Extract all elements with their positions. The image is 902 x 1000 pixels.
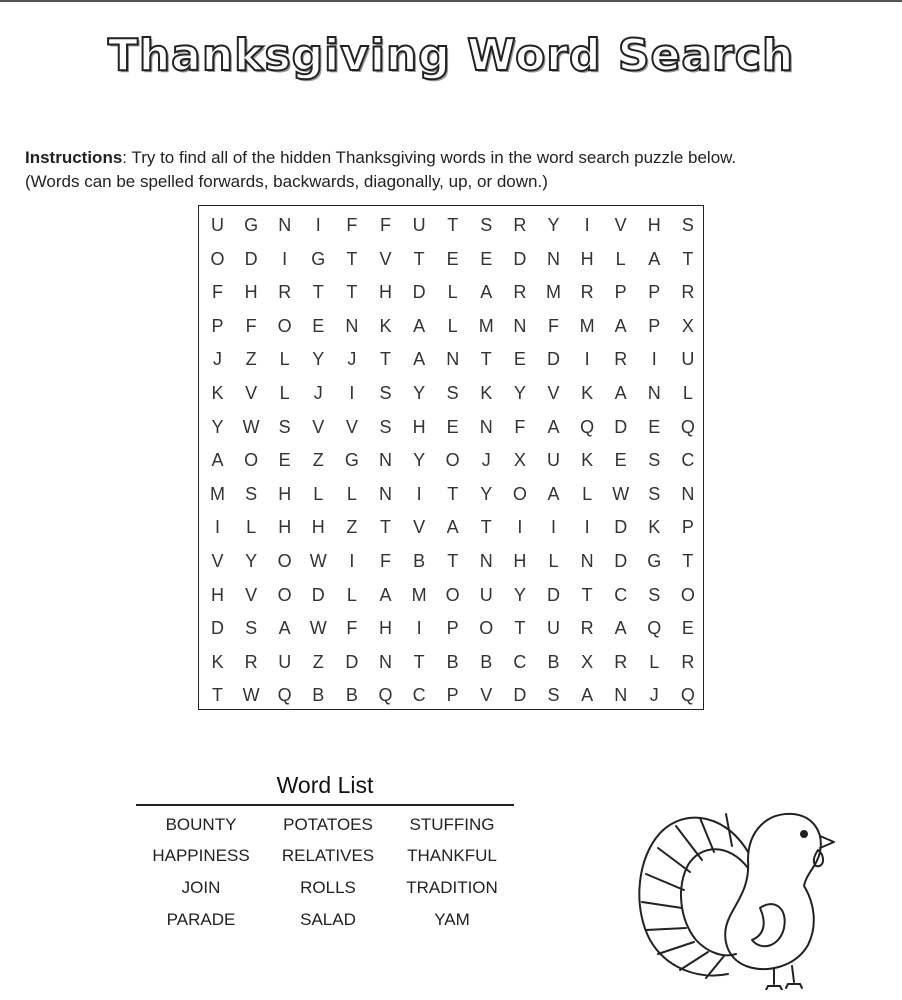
grid-letter: L: [279, 383, 290, 403]
grid-letter: D: [547, 584, 560, 605]
grid-letter: I: [584, 349, 590, 370]
grid-letter: L: [548, 551, 559, 571]
grid-letter: V: [379, 248, 392, 269]
word-list-item: SALAD: [300, 910, 356, 929]
grid-letter: D: [244, 248, 258, 269]
grid-letter: S: [446, 383, 459, 403]
grid-letter: Z: [312, 450, 324, 471]
grid-letter: N: [446, 349, 460, 370]
grid-letter: S: [245, 483, 258, 504]
grid-letter: H: [647, 215, 661, 235]
grid-letter: Y: [547, 215, 560, 235]
grid-letter: D: [412, 282, 426, 303]
grid-letter: J: [649, 685, 659, 706]
grid-letter: J: [313, 383, 323, 403]
grid-letter: Y: [513, 584, 526, 605]
grid-letter: I: [584, 215, 590, 235]
grid-letter: B: [480, 651, 493, 672]
grid-letter: Y: [413, 383, 426, 403]
grid-letter: T: [346, 248, 358, 269]
grid-letter: O: [210, 248, 225, 269]
grid-letter: O: [445, 584, 460, 605]
grid-letter: L: [615, 248, 626, 269]
grid-letter: S: [681, 215, 694, 235]
grid-letter: P: [648, 282, 661, 303]
page-title: Thanksgiving Word Search: [107, 30, 795, 81]
grid-letter: F: [346, 215, 358, 235]
grid-letter: Q: [580, 416, 595, 437]
grid-letter: D: [513, 685, 527, 706]
grid-letter: A: [614, 383, 627, 403]
grid-letter: T: [514, 618, 526, 639]
grid-letter: R: [681, 651, 695, 672]
grid-letter: S: [648, 584, 661, 605]
grid-letter: M: [579, 315, 595, 336]
word-list-item: TRADITION: [406, 878, 498, 897]
grid-letter: J: [347, 349, 357, 370]
grid-letter: T: [682, 551, 694, 571]
grid-letter: D: [311, 584, 325, 605]
grid-letter: G: [311, 248, 326, 269]
grid-letter: G: [344, 450, 359, 471]
grid-letter: P: [614, 282, 627, 303]
grid-letter: W: [242, 416, 260, 437]
grid-letter: H: [311, 517, 325, 538]
grid-letter: F: [548, 315, 559, 336]
grid-letter: P: [211, 315, 224, 336]
grid-letter: H: [211, 584, 224, 605]
grid-letter: L: [246, 517, 257, 538]
grid-letter: L: [447, 282, 458, 303]
grid-letter: Y: [211, 416, 224, 437]
grid-letter: B: [413, 551, 426, 571]
top-border: [0, 0, 902, 2]
grid-letter: H: [278, 483, 292, 504]
grid-letter: Y: [513, 383, 526, 403]
grid-letter: I: [651, 349, 657, 370]
grid-letter: Z: [346, 517, 358, 538]
grid-letter: U: [412, 215, 426, 235]
grid-letter: A: [413, 315, 426, 336]
grid-letter: S: [547, 685, 560, 706]
grid-letter: M: [210, 483, 225, 504]
grid-letter: E: [480, 248, 493, 269]
grid-letter: V: [547, 383, 560, 403]
grid-letter: S: [379, 383, 392, 403]
grid-letter: F: [212, 282, 223, 303]
grid-letter: T: [312, 282, 324, 303]
grid-letter: O: [277, 315, 292, 336]
grid-letter: T: [346, 282, 358, 303]
grid-letter: U: [547, 618, 560, 639]
grid-letter: L: [313, 483, 324, 504]
turkey-illustration: [628, 790, 843, 990]
grid-letter: K: [211, 383, 224, 403]
grid-row: [199, 410, 705, 444]
grid-letter: W: [309, 618, 327, 639]
grid-letter: B: [547, 651, 560, 672]
grid-letter: O: [277, 584, 292, 605]
grid-letter: R: [513, 215, 527, 235]
grid-letter: I: [315, 215, 321, 235]
grid-letter: N: [681, 483, 695, 504]
grid-letter: O: [680, 584, 695, 605]
grid-letter: V: [480, 685, 493, 706]
grid-row: [199, 342, 705, 376]
grid-letter: A: [614, 315, 627, 336]
grid-letter: I: [349, 383, 355, 403]
grid-letter: T: [380, 517, 391, 538]
grid-letter: R: [278, 282, 292, 303]
grid-letter: E: [681, 618, 694, 639]
grid-letter: T: [380, 349, 391, 370]
grid-letter: I: [584, 517, 590, 538]
grid-letter: A: [379, 584, 392, 605]
grid-letter: N: [479, 551, 493, 571]
grid-letter: K: [581, 383, 594, 403]
grid-letter: Y: [245, 551, 258, 571]
grid-letter: I: [349, 551, 355, 571]
grid-letter: H: [412, 416, 426, 437]
grid-letter: L: [346, 483, 357, 504]
grid-letter: O: [512, 483, 527, 504]
grid-letter: I: [550, 517, 556, 538]
grid-letter: E: [446, 248, 459, 269]
grid-letter: P: [681, 517, 694, 538]
grid-letter: E: [513, 349, 526, 370]
grid-letter: A: [446, 517, 459, 538]
word-list-title: Word List: [276, 772, 374, 798]
grid-letter: I: [416, 618, 422, 639]
grid-letter: I: [214, 517, 220, 538]
grid-row: [199, 477, 705, 511]
grid-letter: M: [411, 584, 427, 605]
grid-letter: K: [648, 517, 661, 538]
grid-letter: V: [614, 215, 627, 235]
grid-letter: H: [513, 551, 527, 571]
grid-letter: V: [245, 584, 258, 605]
grid-letter: W: [309, 551, 327, 571]
grid-letter: V: [211, 551, 224, 571]
grid-letter: Q: [378, 685, 393, 706]
grid-letter: K: [379, 315, 392, 336]
grid-letter: L: [649, 651, 660, 672]
grid-row: [199, 275, 705, 309]
word-list-item: PARADE: [166, 910, 236, 929]
grid-letter: A: [413, 349, 426, 370]
grid-letter: G: [244, 215, 259, 235]
grid-letter: E: [648, 416, 661, 437]
grid-letter: Y: [480, 483, 493, 504]
grid-letter: D: [614, 551, 628, 571]
grid-letter: E: [312, 315, 325, 336]
grid-letter: T: [413, 651, 425, 672]
grid-letter: Y: [413, 450, 426, 471]
grid-letter: K: [480, 383, 493, 403]
grid-letter: H: [278, 517, 292, 538]
grid-letter: N: [647, 383, 661, 403]
grid-letter: A: [547, 483, 560, 504]
grid-letter: S: [245, 618, 258, 639]
grid-letter: S: [278, 416, 291, 437]
word-list-item: JOIN: [181, 878, 221, 897]
grid-letter: X: [581, 651, 594, 672]
grid-row: [199, 309, 705, 343]
word-list-item: YAM: [434, 910, 470, 929]
grid-letter: L: [346, 584, 357, 605]
grid-letter: A: [480, 282, 493, 303]
grid-letter: R: [614, 349, 628, 370]
grid-row: [199, 242, 705, 276]
grid-letter: S: [648, 450, 661, 471]
grid-letter: T: [480, 517, 492, 538]
grid-letter: N: [547, 248, 560, 269]
grid-letter: X: [513, 450, 526, 471]
grid-letter: V: [312, 416, 325, 437]
grid-letter: A: [614, 618, 627, 639]
grid-letter: N: [278, 215, 292, 235]
grid-letter: H: [580, 248, 594, 269]
instructions-line-2: (Words can be spelled forwards, backwards, diagonally, up, or down.): [25, 172, 548, 191]
grid-letter: Q: [680, 416, 695, 437]
grid-letter: S: [379, 416, 392, 437]
grid-letter: W: [242, 685, 260, 706]
grid-letter: E: [614, 450, 627, 471]
grid-letter: D: [547, 349, 560, 370]
grid-letter: Q: [647, 618, 662, 639]
grid-letter: D: [513, 248, 527, 269]
word-list-item: THANKFUL: [407, 846, 497, 865]
grid-letter: C: [513, 651, 527, 672]
grid-letter: F: [514, 416, 526, 437]
grid-letter: M: [478, 315, 494, 336]
grid-letter: O: [244, 450, 259, 471]
grid-letter: F: [346, 618, 358, 639]
grid-letter: L: [582, 483, 593, 504]
grid-letter: U: [479, 584, 493, 605]
grid-letter: F: [380, 551, 391, 571]
grid-letter: T: [413, 248, 425, 269]
word-list-item: HAPPINESS: [152, 846, 250, 865]
word-list-item: BOUNTY: [165, 815, 237, 834]
grid-letter: D: [345, 651, 359, 672]
word-list-item: RELATIVES: [281, 846, 375, 865]
grid-letter: N: [479, 416, 493, 437]
grid-letter: O: [277, 551, 292, 571]
grid-letter: V: [345, 416, 358, 437]
grid-letter: N: [379, 483, 392, 504]
grid-letter: F: [380, 215, 391, 235]
grid-letter: H: [379, 618, 392, 639]
grid-letter: C: [681, 450, 695, 471]
grid-letter: H: [244, 282, 258, 303]
grid-letter: D: [614, 517, 628, 538]
grid-letter: A: [547, 416, 560, 437]
grid-letter: S: [648, 483, 661, 504]
grid-letter: R: [681, 282, 695, 303]
grid-letter: B: [345, 685, 358, 706]
grid-letter: G: [647, 551, 662, 571]
grid-letter: L: [682, 383, 693, 403]
grid-letter: S: [480, 215, 493, 235]
grid-letter: V: [413, 517, 426, 538]
grid-letter: W: [612, 483, 630, 504]
instructions-line-1: : Try to find all of the hidden Thanksgiving words in the word search puzzle below.: [122, 148, 737, 167]
grid-letter: L: [447, 315, 458, 336]
grid-row: [199, 578, 705, 612]
grid-row: [199, 645, 705, 679]
grid-row: [199, 678, 705, 712]
grid-letter: I: [517, 517, 523, 538]
grid-row: [199, 443, 705, 477]
grid-letter: C: [412, 685, 426, 706]
word-search-grid: [198, 205, 704, 710]
grid-letter: P: [446, 685, 459, 706]
grid-letter: J: [481, 450, 491, 471]
grid-letter: T: [480, 349, 492, 370]
grid-letter: C: [614, 584, 628, 605]
grid-letter: K: [211, 651, 224, 672]
grid-letter: Z: [245, 349, 257, 370]
grid-letter: R: [244, 651, 258, 672]
grid-letter: Y: [312, 349, 325, 370]
grid-letter: N: [580, 551, 594, 571]
word-list-item: STUFFING: [409, 815, 495, 834]
grid-letter: E: [446, 416, 459, 437]
grid-letter: D: [614, 416, 628, 437]
grid-letter: A: [581, 685, 594, 706]
instructions: [25, 146, 885, 194]
grid-letter: I: [416, 483, 422, 504]
grid-row: [199, 208, 705, 242]
grid-letter: N: [379, 450, 392, 471]
grid-letter: K: [581, 450, 594, 471]
grid-letter: U: [278, 651, 292, 672]
word-list-divider: [136, 804, 514, 806]
grid-letter: T: [682, 248, 694, 269]
grid-letter: H: [379, 282, 392, 303]
grid-letter: A: [278, 618, 291, 639]
grid-letter: P: [648, 315, 661, 336]
grid-letter: T: [447, 551, 459, 571]
word-list-item: ROLLS: [300, 878, 356, 897]
grid-letter: U: [681, 349, 695, 370]
grid-letter: F: [245, 315, 257, 336]
grid-letter: E: [278, 450, 291, 471]
grid-letter: U: [211, 215, 224, 235]
grid-letter: U: [547, 450, 560, 471]
grid-letter: T: [212, 685, 223, 706]
grid-letter: V: [245, 383, 258, 403]
grid-row: [199, 611, 705, 645]
grid-letter: T: [581, 584, 593, 605]
grid-row: [199, 510, 705, 544]
grid-letter: Q: [277, 685, 292, 706]
word-list-item: POTATOES: [283, 815, 373, 834]
grid-row: [199, 376, 705, 410]
grid-letter: N: [379, 651, 392, 672]
grid-letter: L: [279, 349, 290, 370]
grid-letter: N: [513, 315, 527, 336]
grid-letter: D: [211, 618, 224, 639]
grid-letter: T: [447, 215, 459, 235]
grid-letter: Q: [680, 685, 695, 706]
grid-letter: I: [282, 248, 288, 269]
grid-letter: T: [447, 483, 459, 504]
grid-letter: P: [446, 618, 459, 639]
grid-letter: X: [681, 315, 694, 336]
grid-letter: B: [312, 685, 325, 706]
grid-letter: A: [648, 248, 661, 269]
grid-letter: O: [445, 450, 460, 471]
grid-letter: R: [580, 618, 594, 639]
grid-letter: M: [546, 282, 561, 303]
grid-letter: A: [211, 450, 224, 471]
grid-letter: R: [513, 282, 527, 303]
grid-row: [199, 544, 705, 578]
grid-letter: R: [580, 282, 594, 303]
grid-letter: B: [446, 651, 459, 672]
grid-letter: N: [614, 685, 628, 706]
grid-letter: Z: [312, 651, 324, 672]
grid-letter: O: [479, 618, 494, 639]
instructions-label: Instructions: [25, 148, 123, 167]
grid-letter: N: [345, 315, 359, 336]
grid-letter: J: [213, 349, 222, 370]
grid-letter: R: [614, 651, 628, 672]
